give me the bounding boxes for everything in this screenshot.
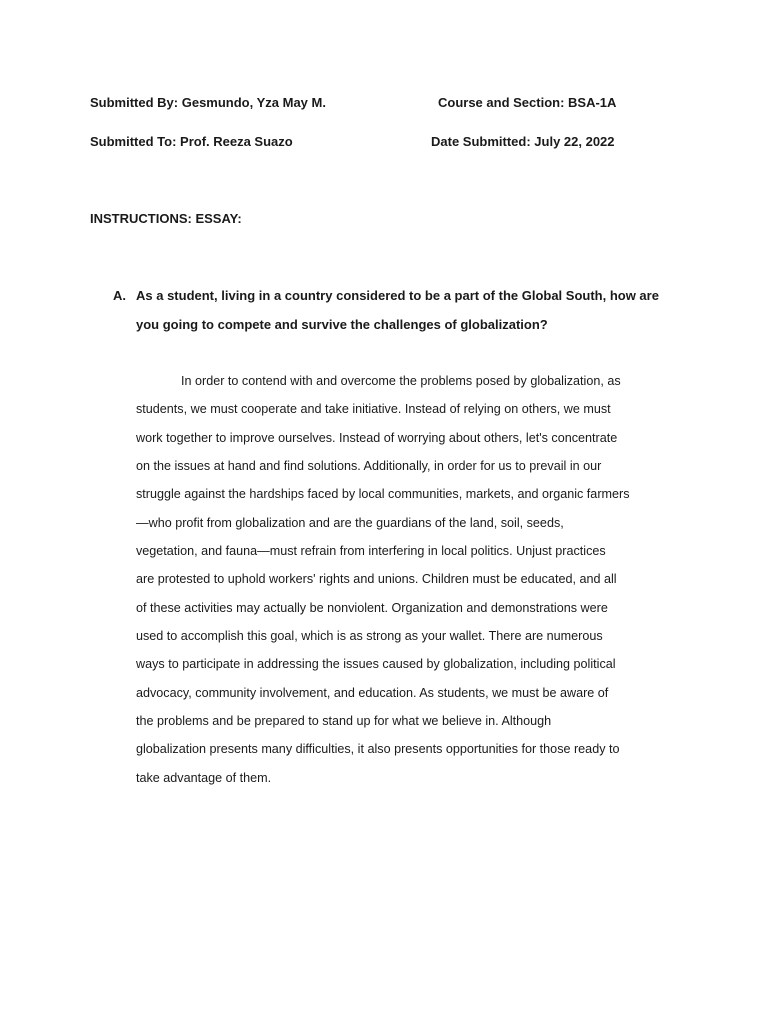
answer-line: In order to contend with and overcome the problems posed by globalization, as (181, 374, 621, 388)
answer-line: students, we must cooperate and take initiative. Instead of relying on others, we must (136, 402, 611, 417)
answer-line: struggle against the hardships faced by local communities, markets, and organic farmers (136, 487, 630, 502)
question-line: As a student, living in a country considered to be a part of the Global South, how are (136, 288, 659, 303)
question-text (136, 282, 676, 339)
answer-line: globalization presents many difficulties, it also presents opportunities for those ready to (136, 742, 620, 757)
answer-line: on the issues at hand and find solutions. Additionally, in order for us to prevail in our (136, 459, 602, 474)
answer-line: the problems and be prepared to stand up for what we believe in. Although (136, 714, 552, 729)
answer-line: advocacy, community involvement, and education. As students, we must be aware of (136, 685, 609, 700)
date-submitted: Date Submitted: July 22, 2022 (431, 134, 615, 149)
submitted-by: Submitted By: Gesmundo, Yza May M. (90, 95, 326, 110)
answer-line: are protested to uphold workers' rights and unions. Children must be educated, and all (136, 572, 617, 587)
question-line: you going to compete and survive the challenges of globalization? (136, 316, 548, 332)
answer-paragraph (136, 367, 676, 792)
answer-line: ways to participate in addressing the issues caused by globalization, including political (136, 657, 616, 672)
course-section: Course and Section: BSA-1A (438, 95, 617, 110)
answer-line: of these activities may actually be nonviolent. Organization and demonstrations were (136, 600, 608, 615)
question-marker: A. (113, 288, 126, 303)
submitted-to: Submitted To: Prof. Reeza Suazo (90, 134, 293, 149)
instructions-heading: INSTRUCTIONS: ESSAY: (90, 211, 242, 226)
answer-line: vegetation, and fauna—must refrain from interfering in local politics. Unjust practices (136, 544, 606, 559)
answer-line: —who profit from globalization and are the guardians of the land, soil, seeds, (136, 515, 564, 530)
answer-line: take advantage of them. (136, 770, 272, 785)
answer-line: work together to improve ourselves. Instead of worrying about others, let's concentrate (136, 430, 618, 445)
answer-line: used to accomplish this goal, which is as strong as your wallet. There are numerous (136, 629, 603, 644)
